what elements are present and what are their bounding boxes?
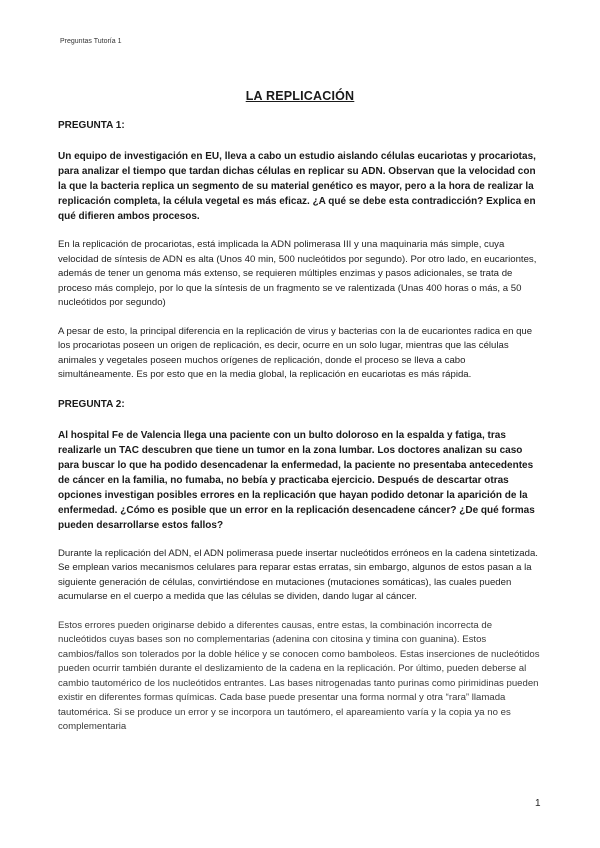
answer-paragraph: En la replicación de procariotas, está implicada la ADN polimerasa III y una maquinaria más simple, cuya velocidad de síntesis de ADN es alta (Unos 40 min, 500 nucleótidos por segundo). Por otro lado, en eucariontes, además de tener un genoma más extenso, se requieren múltiples enzimas y pasos adicionales, se trata de proceso más complejo, por lo que la síntesis de un fragmento se ve ralentizada (Unas 400 horas o más, a 50 nucleótidos por segundo) bbox=[58, 239, 537, 308]
question-section-1 bbox=[58, 120, 542, 383]
page-title: LA REPLICACIÓN bbox=[245, 89, 355, 103]
header-note: Preguntas Tutoría 1 bbox=[60, 38, 122, 45]
answer-paragraph: A pesar de esto, la principal diferencia en la replicación de virus y bacterias con la de eucariontes radica en que los procariotas poseen un origen de replicación, es decir, ocurre en un solo lugar, mientras que las células animales y vegetales poseen muchos orígenes de replicación, donde el proceso se lleva a cabo simultáneamente. Es por esto que en la media global, la replicación en eucariotas es más rápida. bbox=[58, 325, 533, 380]
page-number: 1 bbox=[535, 798, 541, 809]
question-heading: PREGUNTA 1: bbox=[58, 120, 125, 131]
question-text: Un equipo de investigación en EU, lleva a cabo un estudio aislando células eucariotas y procariotas, para analizar el tiempo que tardan dichas células en replicar su ADN. Observan que la velocidad con la que la bacteria replica un segmento de su material genético es mayor, pero a la hora de realizar la replicación completa, la célula vegetal es más eficaz. ¿A qué se debe esta contradicción? Explica en qué difieren ambos procesos. bbox=[58, 151, 536, 222]
question-section-2 bbox=[58, 399, 542, 735]
question-heading: PREGUNTA 2: bbox=[58, 398, 125, 410]
document-body bbox=[58, 120, 542, 749]
question-text: Al hospital Fe de Valencia llega una paciente con un bulto doloroso en la espalda y fatiga, tras realizarle un TAC descubren que tiene un tumor en la zona lumbar. Los doctores analizan su caso para buscar lo que ha podido desencadenar la enfermedad, la paciente no presentaba antecedentes de cáncer en la familia, no fumaba, no bebía y practicaba ejercicio. Después de descartar otras opciones investigan posibles errores en la replicación que hayan podido detonar la aparición de la enfermedad. ¿Cómo es posible que un error en la replicación desencadene cáncer? ¿De qué formas pueden desarrollarse estos fallos? bbox=[58, 429, 535, 531]
answer-paragraph: Estos errores pueden originarse debido a diferentes causas, entre estas, la combinación incorrecta de nucleótidos cuyas bases son no complementarias (adenina con citosina y timina con guanina). Estos cambios/fallos son tolerados por la doble hélice y se conocen como bamboleos. Estas inserciones de nucleótidos pueden ocurrir también durante el deslizamiento de la cadena en la replicación. Por último, pueden deberse al cambio tautomérico de los nucleótidos entrantes. Las bases nitrogenadas tanto purinas como pirimidinas pueden existir en diferentes formas químicas. Cada base puede presentar una forma normal y otra “rara” llamada tautomérica. Si se produce un error y se incorpora un tautómero, el apareamiento varía y la copia ya no es complementaria bbox=[58, 619, 540, 732]
answer-paragraph: Durante la replicación del ADN, el ADN polimerasa puede insertar nucleótidos erróneos en la cadena sintetizada. Se emplean varios mecanismos celulares para reparar estas erratas, sin embargo, algunos de estos pasan a la siguiente generación de células, convirtiéndose en mutaciones (mutaciones somáticas), las cuales pueden acumularse en el cuerpo a medida que las células se dividen, dando lugar al cáncer. bbox=[58, 547, 538, 602]
